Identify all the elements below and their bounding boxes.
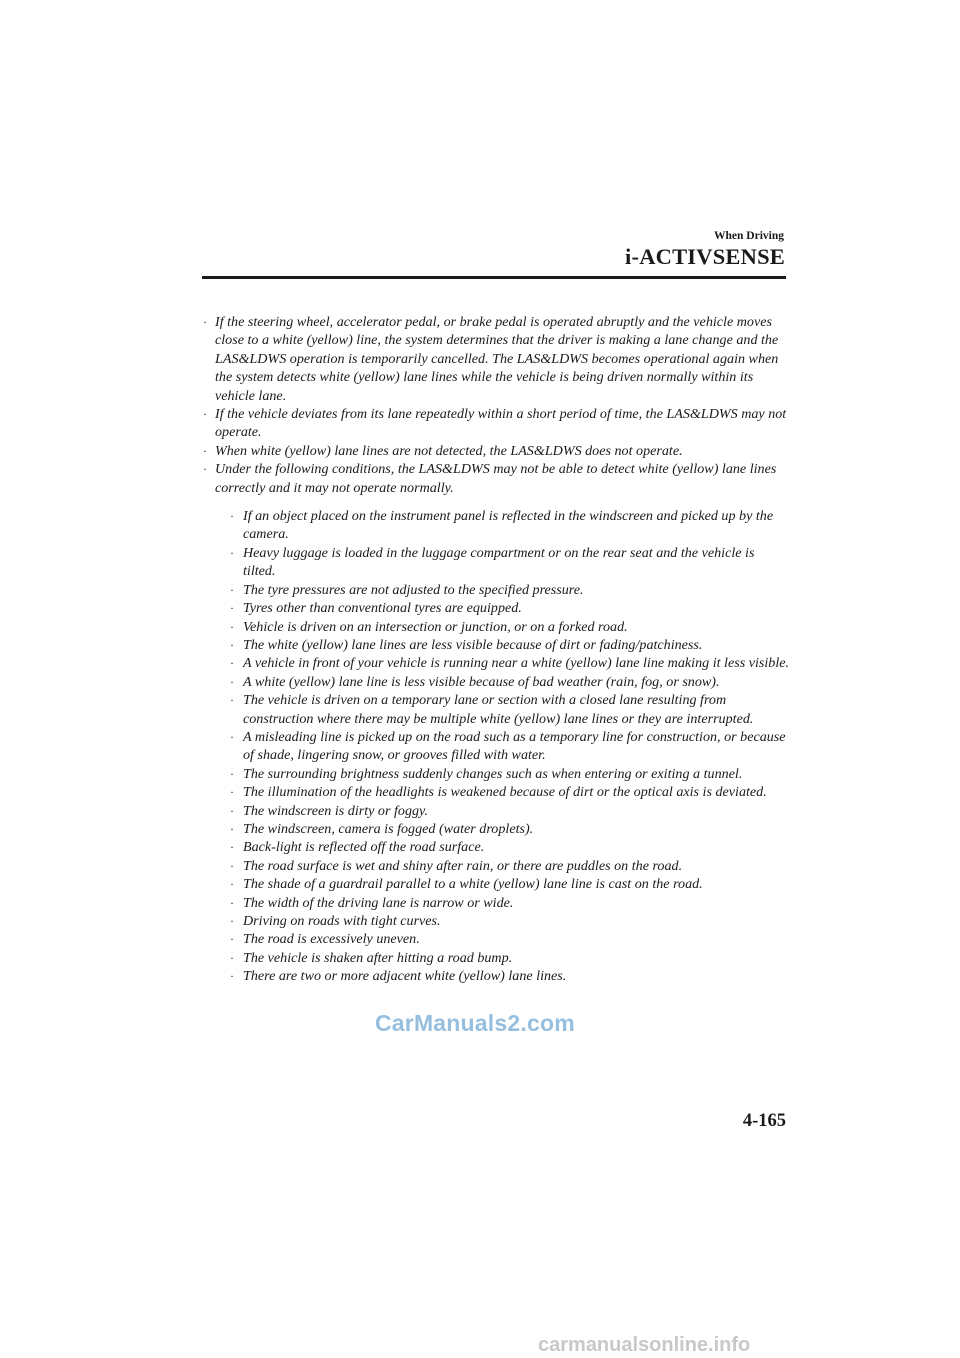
condition-text: The road is excessively uneven. [243, 931, 420, 948]
condition-item [215, 875, 790, 893]
condition-item [215, 654, 790, 672]
condition-item [215, 544, 790, 581]
condition-item [215, 507, 790, 544]
list-item [200, 460, 790, 985]
main-list [200, 313, 790, 986]
bullet: · [230, 582, 234, 597]
condition-item [215, 581, 790, 599]
condition-text: The road surface is wet and shiny after rain, or there are puddles on the road. [243, 857, 683, 874]
condition-text: Back-light is reflected off the road surface. [243, 839, 485, 856]
list-item-text: When white (yellow) lane lines are not detected, the LAS&LDWS does not operate. [215, 442, 683, 459]
conditions-list [215, 507, 790, 986]
list-item-text: If the vehicle deviates from its lane repeatedly within a short period of time, the LAS&LDWS may not operate. [215, 406, 787, 441]
bullet: · [230, 895, 234, 910]
condition-item [215, 765, 790, 783]
condition-text: The windscreen is dirty or foggy. [243, 802, 429, 819]
bullet: · [230, 637, 234, 652]
bullet: · [230, 656, 234, 671]
list-item-text: Under the following conditions, the LAS&LDWS may not be able to detect white (yellow) lane lines correctly and it may not operate normally. [215, 461, 777, 496]
condition-text: There are two or more adjacent white (yellow) lane lines. [243, 968, 567, 985]
bullet: · [230, 674, 234, 689]
watermark-link[interactable]: CarManuals2.com [375, 1010, 575, 1036]
list-item [200, 405, 790, 442]
page-number: 4-165 [742, 1111, 786, 1131]
bullet: · [230, 969, 234, 984]
condition-item [215, 728, 790, 765]
bullet: · [230, 785, 234, 800]
condition-text: The shade of a guardrail parallel to a white (yellow) lane line is cast on the road. [243, 876, 703, 893]
bullet: · [230, 840, 234, 855]
header-rule [202, 276, 786, 279]
list-item [200, 442, 790, 460]
condition-text: The white (yellow) lane lines are less visible because of dirt or fading/patchiness. [243, 636, 703, 653]
bullet: · [230, 877, 234, 892]
bullet: · [230, 766, 234, 781]
condition-item [215, 930, 790, 948]
condition-item [215, 857, 790, 875]
condition-item [215, 802, 790, 820]
bullet: · [230, 693, 234, 708]
bullet: · [203, 462, 207, 477]
condition-text: The width of the driving lane is narrow or wide. [243, 894, 514, 911]
condition-text: A white (yellow) lane line is less visible because of bad weather (rain, fog, or snow). [243, 673, 720, 690]
condition-item [215, 894, 790, 912]
bullet: · [230, 545, 234, 560]
list-item-text: If the steering wheel, accelerator pedal, or brake pedal is operated abruptly and the vehicle moves close to a white (yellow) line, the system determines that the driver is making a lane change and the LAS&LDWS operation is temporarily cancelled. The LAS&LDWS becomes operational again when the system detects white (yellow) lane lines while the vehicle is being driven normally within its vehicle lane. [215, 314, 779, 404]
bullet: · [230, 914, 234, 928]
chapter-title: i-ACTIVSENSE [625, 244, 785, 269]
bullet: · [230, 619, 234, 634]
page-content [200, 313, 790, 986]
bullet: · [230, 803, 234, 818]
condition-text: A vehicle in front of your vehicle is running near a white (yellow) lane line making it less visible. [243, 655, 790, 672]
bullet: · [230, 509, 234, 524]
bullet: · [230, 601, 234, 616]
bullet: · [230, 821, 234, 836]
section-header: When Driving [714, 230, 784, 242]
condition-text: Driving on roads with tight curves. [243, 913, 441, 929]
condition-text: Vehicle is driven on an intersection or junction, or on a forked road. [243, 618, 628, 635]
condition-item [215, 783, 790, 801]
bullet: · [203, 443, 207, 458]
list-item [200, 313, 790, 405]
bullet: · [230, 729, 234, 744]
condition-text: The vehicle is shaken after hitting a road bump. [243, 949, 513, 966]
condition-text: The vehicle is driven on a temporary lane or section with a closed lane resulting from construction where there may be multiple white (yellow) lane lines or they are interrupted. [243, 692, 754, 727]
condition-text: Heavy luggage is loaded in the luggage compartment or on the rear seat and the vehicle is tilted. [243, 544, 755, 580]
condition-item [215, 599, 790, 617]
condition-text: A misleading line is picked up on the road such as a temporary line for construction, or because of shade, lingering snow, or grooves filled with water. [243, 728, 786, 764]
footer-watermark[interactable]: carmanualsonline.info [538, 1334, 751, 1356]
condition-item [215, 949, 790, 967]
bullet: · [203, 407, 207, 422]
condition-item [215, 691, 790, 728]
bullet: · [203, 315, 207, 329]
condition-item [215, 673, 790, 691]
condition-item [215, 912, 790, 930]
bullet: · [230, 858, 234, 873]
condition-item [215, 838, 790, 856]
condition-text: If an object placed on the instrument panel is reflected in the windscreen and picked up by the camera. [243, 508, 774, 543]
bullet: · [230, 932, 234, 947]
condition-item [215, 967, 790, 985]
condition-text: The illumination of the headlights is weakened because of dirt or the optical axis is deviated. [243, 784, 767, 801]
condition-text: The tyre pressures are not adjusted to the specified pressure. [243, 581, 584, 598]
condition-item [215, 618, 790, 636]
condition-item [215, 820, 790, 838]
condition-text: Tyres other than conventional tyres are equipped. [243, 600, 522, 617]
condition-text: The surrounding brightness suddenly changes such as when entering or exiting a tunnel. [243, 765, 743, 782]
bullet: · [230, 950, 234, 965]
condition-text: The windscreen, camera is fogged (water droplets). [243, 820, 534, 837]
condition-item [215, 636, 790, 654]
